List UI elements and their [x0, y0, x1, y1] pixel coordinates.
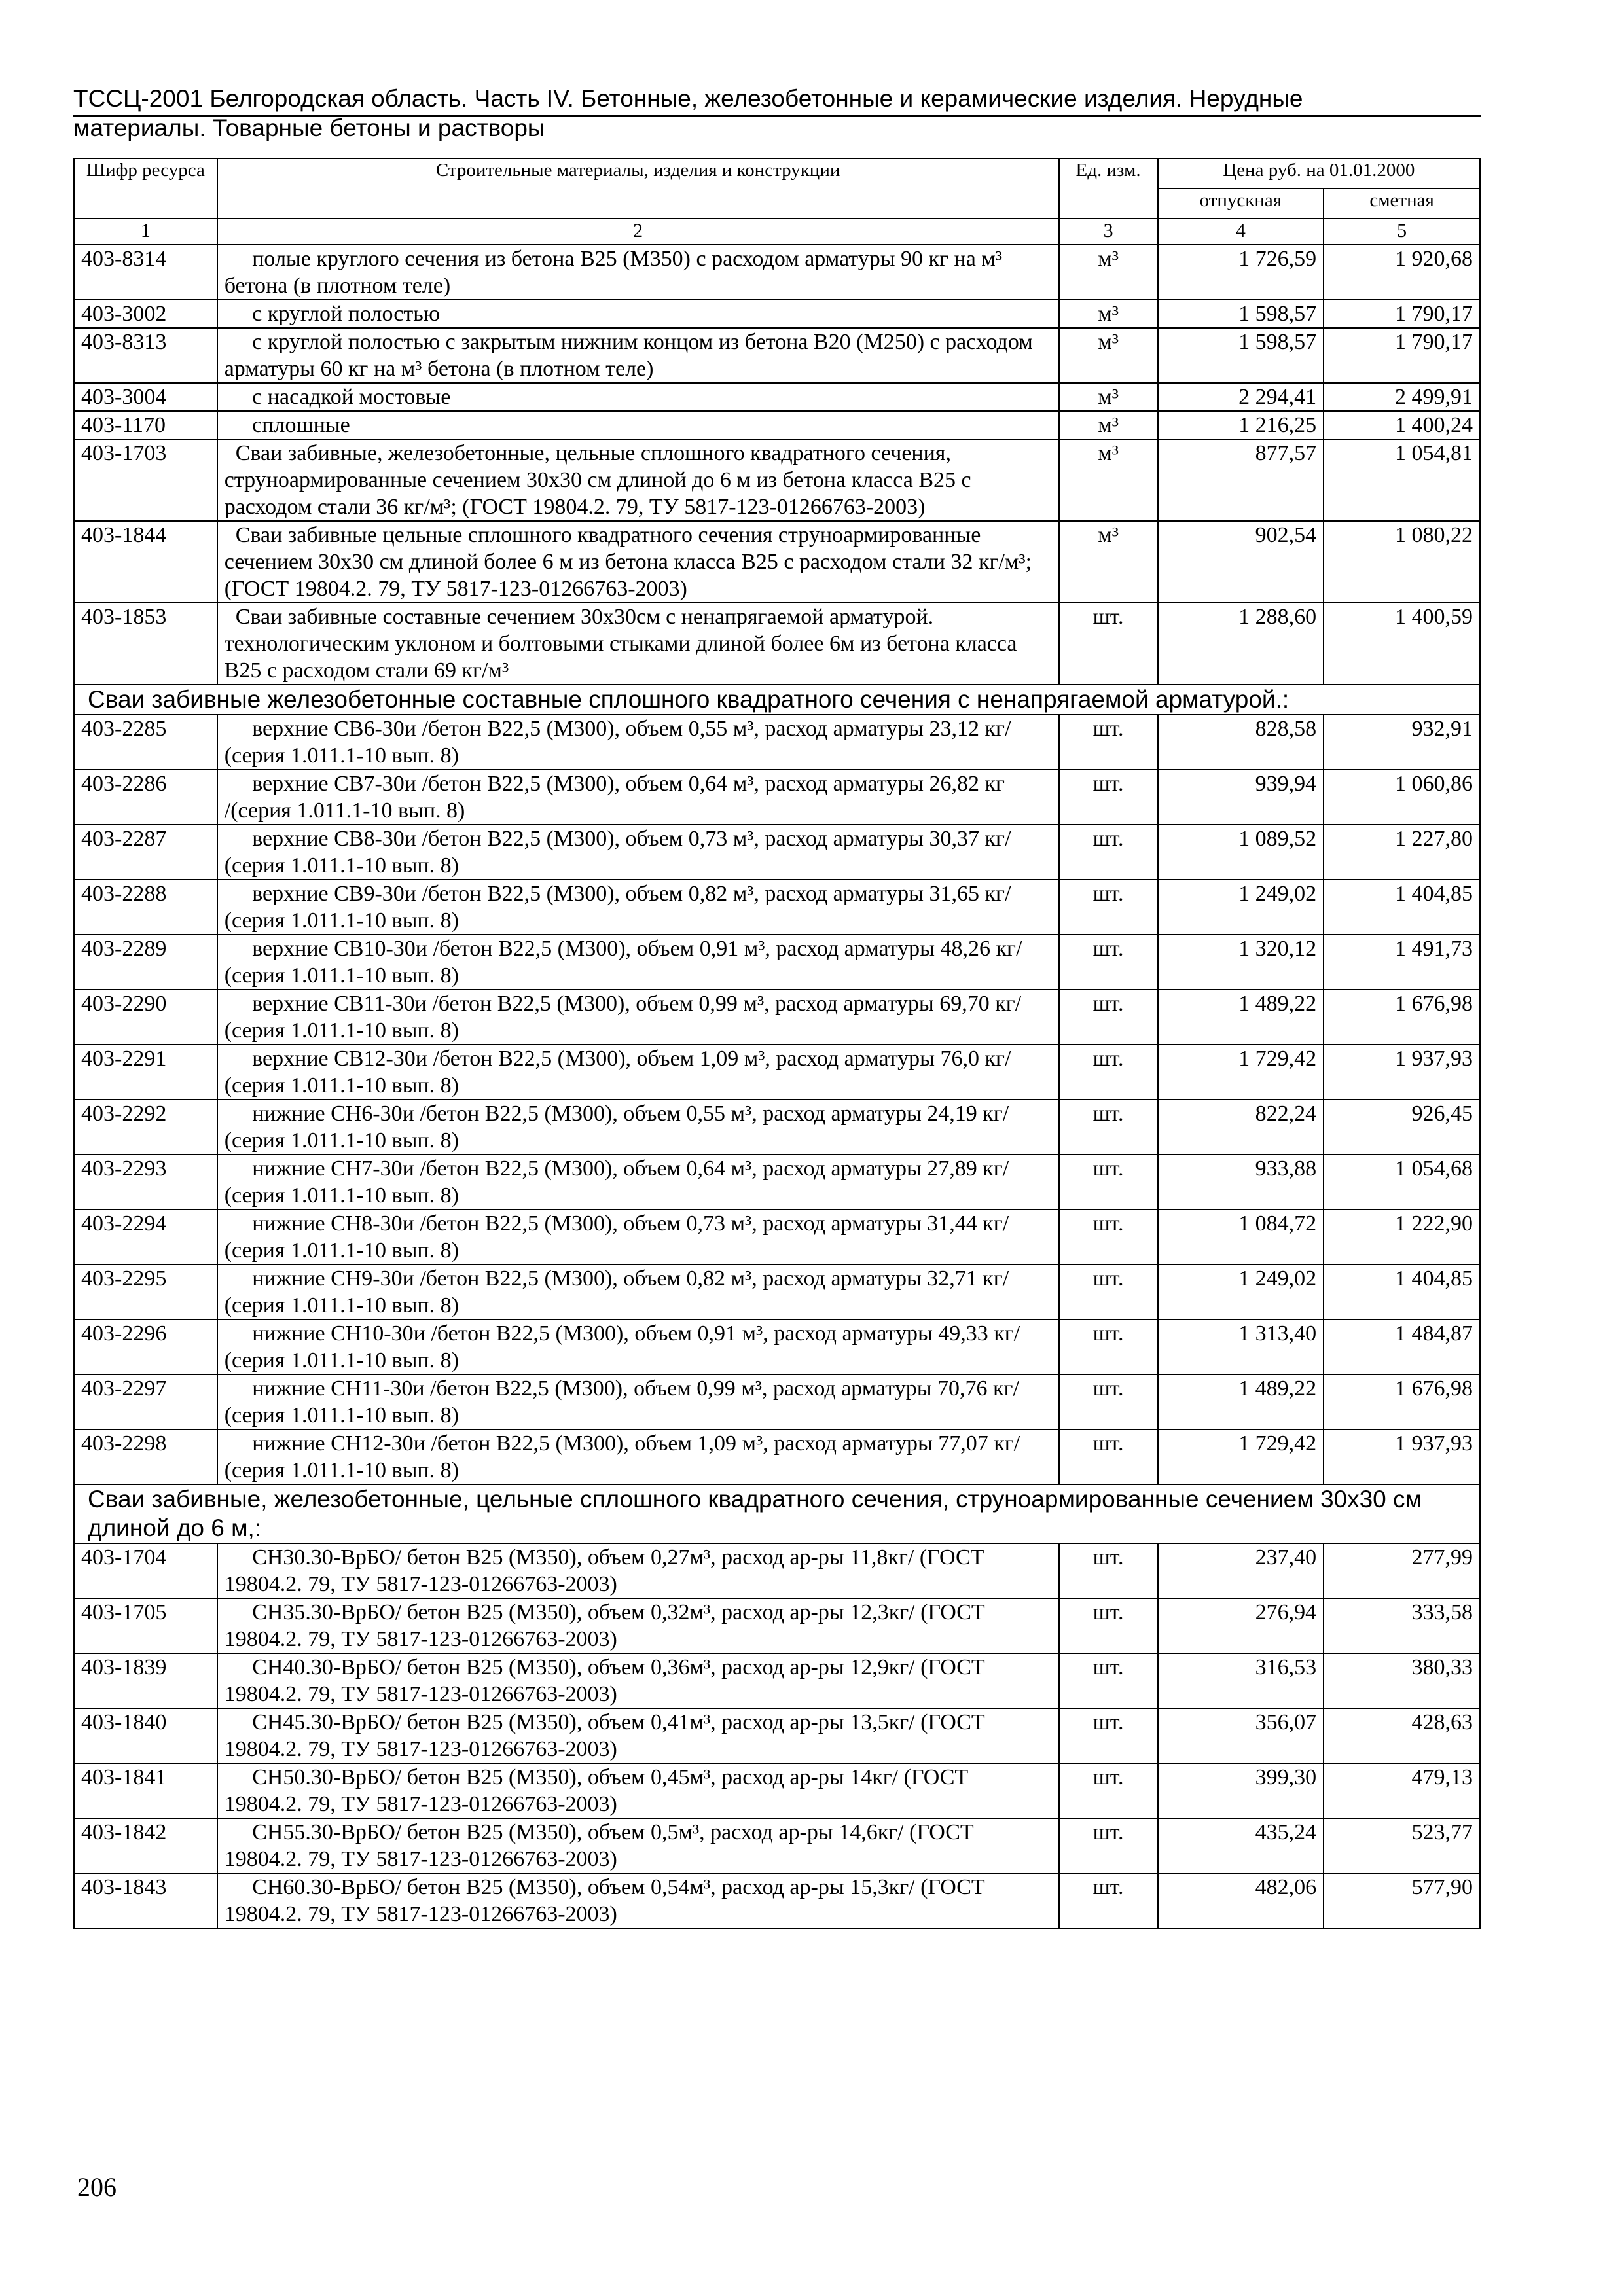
unit-cell: шт. [1059, 1155, 1158, 1210]
table-row [74, 411, 1480, 439]
material-name: нижние СН6-30и /бетон В22,5 (М300), объем 0,55 м³, расход арматуры 24,19 кг/ (серия 1.011.1-10 вып. 8) [217, 1100, 1059, 1155]
material-name: с насадкой мостовые [217, 383, 1059, 411]
material-name: Сваи забивные цельные сплошного квадратного сечения струноармированные сечением 30х30 см длиной более 6 м из бетона класса В25 с расходом стали 32 кг/м³; (ГОСТ 19804.2. 79, ТУ 5817-123-01266763-2003) [217, 521, 1059, 603]
price-estimate: 1 080,22 [1324, 521, 1480, 603]
resource-code: 403-2285 [74, 715, 217, 770]
price-estimate: 1 060,86 [1324, 770, 1480, 825]
unit-cell: шт. [1059, 1374, 1158, 1429]
table-row [74, 1763, 1480, 1818]
price-release: 1 489,22 [1158, 1374, 1324, 1429]
column-number-3: 3 [1059, 219, 1158, 245]
resource-code: 403-2291 [74, 1045, 217, 1100]
resource-code: 403-8314 [74, 245, 217, 300]
price-release: 1 084,72 [1158, 1210, 1324, 1265]
price-estimate: 926,45 [1324, 1100, 1480, 1155]
price-estimate: 1 400,24 [1324, 411, 1480, 439]
table-row [74, 1873, 1480, 1928]
group-heading-row [74, 1484, 1480, 1543]
table-row [74, 1543, 1480, 1598]
resource-code: 403-2289 [74, 935, 217, 990]
table-row [74, 770, 1480, 825]
price-estimate: 577,90 [1324, 1873, 1480, 1928]
material-name: нижние СН12-30и /бетон В22,5 (М300), объем 1,09 м³, расход арматуры 77,07 кг/ (серия 1.011.1-10 вып. 8) [217, 1429, 1059, 1484]
resource-code: 403-1170 [74, 411, 217, 439]
column-number-2: 2 [217, 219, 1059, 245]
material-name: нижние СН11-30и /бетон В22,5 (М300), объем 0,99 м³, расход арматуры 70,76 кг/ (серия 1.011.1-10 вып. 8) [217, 1374, 1059, 1429]
material-name: верхние СВ12-30и /бетон В22,5 (М300), объем 1,09 м³, расход арматуры 76,0 кг/ (серия 1.011.1-10 вып. 8) [217, 1045, 1059, 1100]
price-estimate: 1 937,93 [1324, 1429, 1480, 1484]
material-name: верхние СВ11-30и /бетон В22,5 (М300), объем 0,99 м³, расход арматуры 69,70 кг/ (серия 1.011.1-10 вып. 8) [217, 990, 1059, 1045]
material-name: СН45.30-ВрБО/ бетон В25 (М350), объем 0,41м³, расход ар-ры 13,5кг/ (ГОСТ 19804.2. 79, ТУ 5817-123-01266763-2003) [217, 1708, 1059, 1763]
price-release: 482,06 [1158, 1873, 1324, 1928]
price-table [73, 158, 1481, 1929]
table-row [74, 880, 1480, 935]
price-estimate: 1 400,59 [1324, 603, 1480, 685]
price-release: 1 598,57 [1158, 300, 1324, 328]
resource-code: 403-2294 [74, 1210, 217, 1265]
price-estimate: 1 054,81 [1324, 439, 1480, 521]
table-body [74, 245, 1480, 1928]
unit-cell: шт. [1059, 1265, 1158, 1319]
price-estimate: 1 790,17 [1324, 300, 1480, 328]
column-number-1: 1 [74, 219, 217, 245]
resource-code: 403-1843 [74, 1873, 217, 1928]
price-release: 822,24 [1158, 1100, 1324, 1155]
resource-code: 403-1844 [74, 521, 217, 603]
resource-code: 403-2296 [74, 1319, 217, 1374]
material-name: верхние СВ7-30и /бетон В22,5 (М300), объем 0,64 м³, расход арматуры 26,82 кг /(серия 1.011.1-10 вып. 8) [217, 770, 1059, 825]
price-release: 877,57 [1158, 439, 1324, 521]
unit-cell: шт. [1059, 1598, 1158, 1653]
header-rule [73, 115, 1481, 117]
price-estimate: 1 054,68 [1324, 1155, 1480, 1210]
price-release: 933,88 [1158, 1155, 1324, 1210]
table-row [74, 300, 1480, 328]
material-name: нижние СН9-30и /бетон В22,5 (М300), объем 0,82 м³, расход арматуры 32,71 кг/ (серия 1.011.1-10 вып. 8) [217, 1265, 1059, 1319]
material-name: СН50.30-ВрБО/ бетон В25 (М350), объем 0,45м³, расход ар-ры 14кг/ (ГОСТ 19804.2. 79, ТУ 5817-123-01266763-2003) [217, 1763, 1059, 1818]
material-name: СН60.30-ВрБО/ бетон В25 (М350), объем 0,54м³, расход ар-ры 15,3кг/ (ГОСТ 19804.2. 79, ТУ 5817-123-01266763-2003) [217, 1873, 1059, 1928]
price-release: 1 598,57 [1158, 328, 1324, 383]
price-release: 237,40 [1158, 1543, 1324, 1598]
price-estimate: 1 484,87 [1324, 1319, 1480, 1374]
unit-cell: шт. [1059, 1210, 1158, 1265]
price-release: 828,58 [1158, 715, 1324, 770]
price-release: 2 294,41 [1158, 383, 1324, 411]
table-row [74, 1265, 1480, 1319]
price-release: 1 726,59 [1158, 245, 1324, 300]
header-line-1: ТССЦ-2001 Белгородская область. Часть IV. Бетонные, железобетонные и керамические изделия. Нерудные [73, 85, 1303, 112]
table-row [74, 1210, 1480, 1265]
table-row [74, 1598, 1480, 1653]
resource-code: 403-3002 [74, 300, 217, 328]
price-release: 276,94 [1158, 1598, 1324, 1653]
unit-cell: шт. [1059, 1708, 1158, 1763]
table-row [74, 1319, 1480, 1374]
column-number-4: 4 [1158, 219, 1324, 245]
material-name: полые круглого сечения из бетона В25 (М350) с расходом арматуры 90 кг на м³ бетона (в плотном теле) [217, 245, 1059, 300]
column-header-price-release: отпускная [1158, 188, 1324, 219]
material-name: нижние СН7-30и /бетон В22,5 (М300), объем 0,64 м³, расход арматуры 27,89 кг/ (серия 1.011.1-10 вып. 8) [217, 1155, 1059, 1210]
resource-code: 403-3004 [74, 383, 217, 411]
price-estimate: 380,33 [1324, 1653, 1480, 1708]
price-estimate: 2 499,91 [1324, 383, 1480, 411]
material-name: нижние СН8-30и /бетон В22,5 (М300), объем 0,73 м³, расход арматуры 31,44 кг/ (серия 1.011.1-10 вып. 8) [217, 1210, 1059, 1265]
table-row [74, 1429, 1480, 1484]
table-row [74, 1374, 1480, 1429]
material-name: сплошные [217, 411, 1059, 439]
column-number-5: 5 [1324, 219, 1480, 245]
price-estimate: 1 920,68 [1324, 245, 1480, 300]
table-row [74, 1818, 1480, 1873]
price-release: 1 313,40 [1158, 1319, 1324, 1374]
resource-code: 403-1840 [74, 1708, 217, 1763]
table-row [74, 1708, 1480, 1763]
price-estimate: 428,63 [1324, 1708, 1480, 1763]
resource-code: 403-1705 [74, 1598, 217, 1653]
price-estimate: 479,13 [1324, 1763, 1480, 1818]
resource-code: 403-2287 [74, 825, 217, 880]
table-row [74, 439, 1480, 521]
price-release: 1 320,12 [1158, 935, 1324, 990]
price-estimate: 1 676,98 [1324, 1374, 1480, 1429]
unit-cell: шт. [1059, 1319, 1158, 1374]
table-row [74, 825, 1480, 880]
resource-code: 403-1839 [74, 1653, 217, 1708]
unit-cell: шт. [1059, 603, 1158, 685]
resource-code: 403-1704 [74, 1543, 217, 1598]
price-estimate: 1 404,85 [1324, 1265, 1480, 1319]
group-heading-row [74, 685, 1480, 715]
unit-cell: шт. [1059, 1763, 1158, 1818]
resource-code: 403-2290 [74, 990, 217, 1045]
unit-cell: шт. [1059, 825, 1158, 880]
material-name: СН35.30-ВрБО/ бетон В25 (М350), объем 0,32м³, расход ар-ры 12,3кг/ (ГОСТ 19804.2. 79, ТУ 5817-123-01266763-2003) [217, 1598, 1059, 1653]
price-estimate: 1 227,80 [1324, 825, 1480, 880]
price-release: 1 216,25 [1158, 411, 1324, 439]
price-estimate: 523,77 [1324, 1818, 1480, 1873]
table-row [74, 245, 1480, 300]
table-row [74, 383, 1480, 411]
unit-cell: м³ [1059, 245, 1158, 300]
unit-cell: шт. [1059, 1045, 1158, 1100]
unit-cell: шт. [1059, 770, 1158, 825]
material-name: нижние СН10-30и /бетон В22,5 (М300), объем 0,91 м³, расход арматуры 49,33 кг/ (серия 1.011.1-10 вып. 8) [217, 1319, 1059, 1374]
resource-code: 403-1841 [74, 1763, 217, 1818]
table-row [74, 1653, 1480, 1708]
price-release: 1 489,22 [1158, 990, 1324, 1045]
price-estimate: 1 491,73 [1324, 935, 1480, 990]
column-header-name: Строительные материалы, изделия и конструкции [217, 158, 1059, 219]
unit-cell: м³ [1059, 439, 1158, 521]
unit-cell: м³ [1059, 411, 1158, 439]
group-heading: Сваи забивные железобетонные составные сплошного квадратного сечения с ненапрягаемой арматурой.: [74, 685, 1480, 715]
unit-cell: м³ [1059, 383, 1158, 411]
price-release: 435,24 [1158, 1818, 1324, 1873]
price-release: 939,94 [1158, 770, 1324, 825]
price-estimate: 1 222,90 [1324, 1210, 1480, 1265]
unit-cell: м³ [1059, 328, 1158, 383]
resource-code: 403-8313 [74, 328, 217, 383]
price-estimate: 1 937,93 [1324, 1045, 1480, 1100]
resource-code: 403-2288 [74, 880, 217, 935]
price-release: 356,07 [1158, 1708, 1324, 1763]
resource-code: 403-2297 [74, 1374, 217, 1429]
column-header-price-group: Цена руб. на 01.01.2000 [1158, 158, 1480, 188]
table-row [74, 990, 1480, 1045]
material-name: верхние СВ10-30и /бетон В22,5 (М300), объем 0,91 м³, расход арматуры 48,26 кг/ (серия 1.011.1-10 вып. 8) [217, 935, 1059, 990]
resource-code: 403-2286 [74, 770, 217, 825]
group-heading: Сваи забивные, железобетонные, цельные сплошного квадратного сечения, струноармированные сечением 30х30 см длиной до 6 м,: [74, 1484, 1480, 1543]
unit-cell: шт. [1059, 1873, 1158, 1928]
material-name: СН30.30-ВрБО/ бетон В25 (М350), объем 0,27м³, расход ар-ры 11,8кг/ (ГОСТ 19804.2. 79, ТУ 5817-123-01266763-2003) [217, 1543, 1059, 1598]
material-name: верхние СВ8-30и /бетон В22,5 (М300), объем 0,73 м³, расход арматуры 30,37 кг/ (серия 1.011.1-10 вып. 8) [217, 825, 1059, 880]
unit-cell: шт. [1059, 1543, 1158, 1598]
price-estimate: 1 676,98 [1324, 990, 1480, 1045]
material-name: верхние СВ9-30и /бетон В22,5 (М300), объем 0,82 м³, расход арматуры 31,65 кг/ (серия 1.011.1-10 вып. 8) [217, 880, 1059, 935]
unit-cell: шт. [1059, 1818, 1158, 1873]
resource-code: 403-2298 [74, 1429, 217, 1484]
table-row [74, 935, 1480, 990]
price-release: 1 249,02 [1158, 880, 1324, 935]
table-row [74, 1045, 1480, 1100]
unit-cell: шт. [1059, 880, 1158, 935]
table-header [74, 158, 1480, 245]
page-number: 206 [77, 2172, 117, 2202]
resource-code: 403-1853 [74, 603, 217, 685]
price-release: 1 249,02 [1158, 1265, 1324, 1319]
page-header [73, 84, 1481, 143]
price-release: 902,54 [1158, 521, 1324, 603]
price-estimate: 277,99 [1324, 1543, 1480, 1598]
material-name: Сваи забивные, железобетонные, цельные сплошного квадратного сечения, струноармированные сечением 30х30 см длиной до 6 м из бетона класса В25 с расходом стали 36 кг/м³; (ГОСТ 19804.2. 79, ТУ 5817-123-01266763-2003) [217, 439, 1059, 521]
resource-code: 403-2292 [74, 1100, 217, 1155]
material-name: СН55.30-ВрБО/ бетон В25 (М350), объем 0,5м³, расход ар-ры 14,6кг/ (ГОСТ 19804.2. 79, ТУ 5817-123-01266763-2003) [217, 1818, 1059, 1873]
unit-cell: шт. [1059, 1429, 1158, 1484]
price-release: 399,30 [1158, 1763, 1324, 1818]
table-row [74, 1100, 1480, 1155]
column-header-unit: Ед. изм. [1059, 158, 1158, 219]
table-row [74, 521, 1480, 603]
price-estimate: 1 404,85 [1324, 880, 1480, 935]
price-release: 1 089,52 [1158, 825, 1324, 880]
material-name: с круглой полостью [217, 300, 1059, 328]
unit-cell: шт. [1059, 1653, 1158, 1708]
unit-cell: м³ [1059, 521, 1158, 603]
unit-cell: шт. [1059, 715, 1158, 770]
resource-code: 403-1842 [74, 1818, 217, 1873]
unit-cell: шт. [1059, 1100, 1158, 1155]
price-release: 316,53 [1158, 1653, 1324, 1708]
price-estimate: 1 790,17 [1324, 328, 1480, 383]
resource-code: 403-1703 [74, 439, 217, 521]
price-release: 1 729,42 [1158, 1429, 1324, 1484]
table-row [74, 603, 1480, 685]
price-estimate: 333,58 [1324, 1598, 1480, 1653]
material-name: Сваи забивные составные сечением 30х30см с ненапрягаемой арматурой. технологическим уклоном и болтовыми стыками длиной более 6м из бетона класса В25 с расходом стали 69 кг/м³ [217, 603, 1059, 685]
unit-cell: м³ [1059, 300, 1158, 328]
column-header-code: Шифр ресурса [74, 158, 217, 219]
column-header-price-estimate: сметная [1324, 188, 1480, 219]
resource-code: 403-2295 [74, 1265, 217, 1319]
resource-code: 403-2293 [74, 1155, 217, 1210]
price-release: 1 729,42 [1158, 1045, 1324, 1100]
price-release: 1 288,60 [1158, 603, 1324, 685]
unit-cell: шт. [1059, 935, 1158, 990]
material-name: с круглой полостью с закрытым нижним концом из бетона В20 (М250) с расходом арматуры 60 кг на м³ бетона (в плотном теле) [217, 328, 1059, 383]
header-line-2: материалы. Товарные бетоны и растворы [73, 115, 545, 141]
unit-cell: шт. [1059, 990, 1158, 1045]
table-row [74, 715, 1480, 770]
material-name: верхние СВ6-30и /бетон В22,5 (М300), объем 0,55 м³, расход арматуры 23,12 кг/ (серия 1.011.1-10 вып. 8) [217, 715, 1059, 770]
material-name: СН40.30-ВрБО/ бетон В25 (М350), объем 0,36м³, расход ар-ры 12,9кг/ (ГОСТ 19804.2. 79, ТУ 5817-123-01266763-2003) [217, 1653, 1059, 1708]
table-row [74, 1155, 1480, 1210]
price-estimate: 932,91 [1324, 715, 1480, 770]
table-row [74, 328, 1480, 383]
